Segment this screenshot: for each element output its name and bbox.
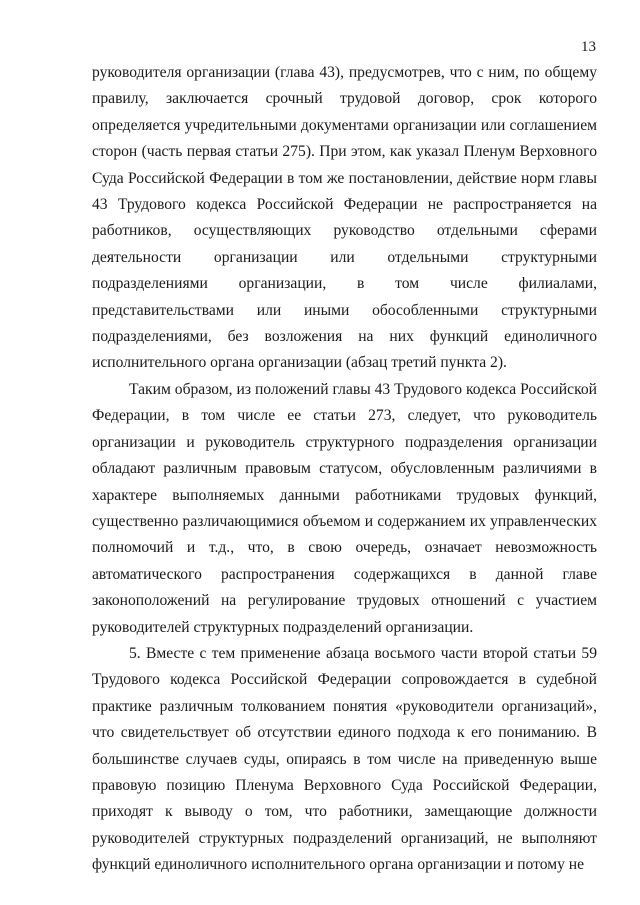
- paragraph-point-5: 5. Вместе с тем применение абзаца восьмого части второй статьи 59 Трудового кодекса Российской Федерации сопровождается в судебной практике различным толкованием понятия «руководители организаций», что свидетельствует об отсутствии единого подхода к его пониманию. В большинстве случаев суды, опираясь в том числе на приведенную выше правовую позицию Пленума Верховного Суда Российской Федерации, приходят к выводу о том, что работники, замещающие должности руководителей структурных подразделений организаций, не выполняют функций единоличного исполнительного органа организации и потому не: [92, 644, 597, 874]
- paragraph-conclusion: Таким образом, из положений главы 43 Трудового кодекса Российской Федерации, в том числе ее статьи 273, следует, что руководитель организации и руководитель структурного подразделения организации обладают различным правовым статусом, обусловленным различиями в характере выполняемых данными работниками трудовых функций, существенно различающимися объемом и содержанием их управленческих полномочий и т.д., что, в свою очередь, означает невозможность автоматического распространения содержащихся в данной главе законоположений на регулирование трудовых отношений с участием руководителей структурных подразделений организации.: [92, 380, 597, 636]
- paragraph-continuation: руководителя организации (глава 43), предусмотрев, что с ним, по общему правилу, заключается срочный трудовой договор, срок которого определяется учредительными документами организации или соглашением сторон (часть первая статьи 275). При этом, как указал Пленум Верховного Суда Российской Федерации в том же постановлении, действие норм главы 43 Трудового кодекса Российской Федерации не распространяется на работников, осуществляющих руководство отдельными сферами деятельности организации или отдельными структурными подразделениями организации, в том числе филиалами, представительствами или иными обособленными структурными подразделениями, без возложения на них функций единоличного исполнительного органа организации (абзац третий пункта 2).: [92, 64, 597, 372]
- document-body: [92, 60, 597, 879]
- page-number: 13: [581, 39, 596, 55]
